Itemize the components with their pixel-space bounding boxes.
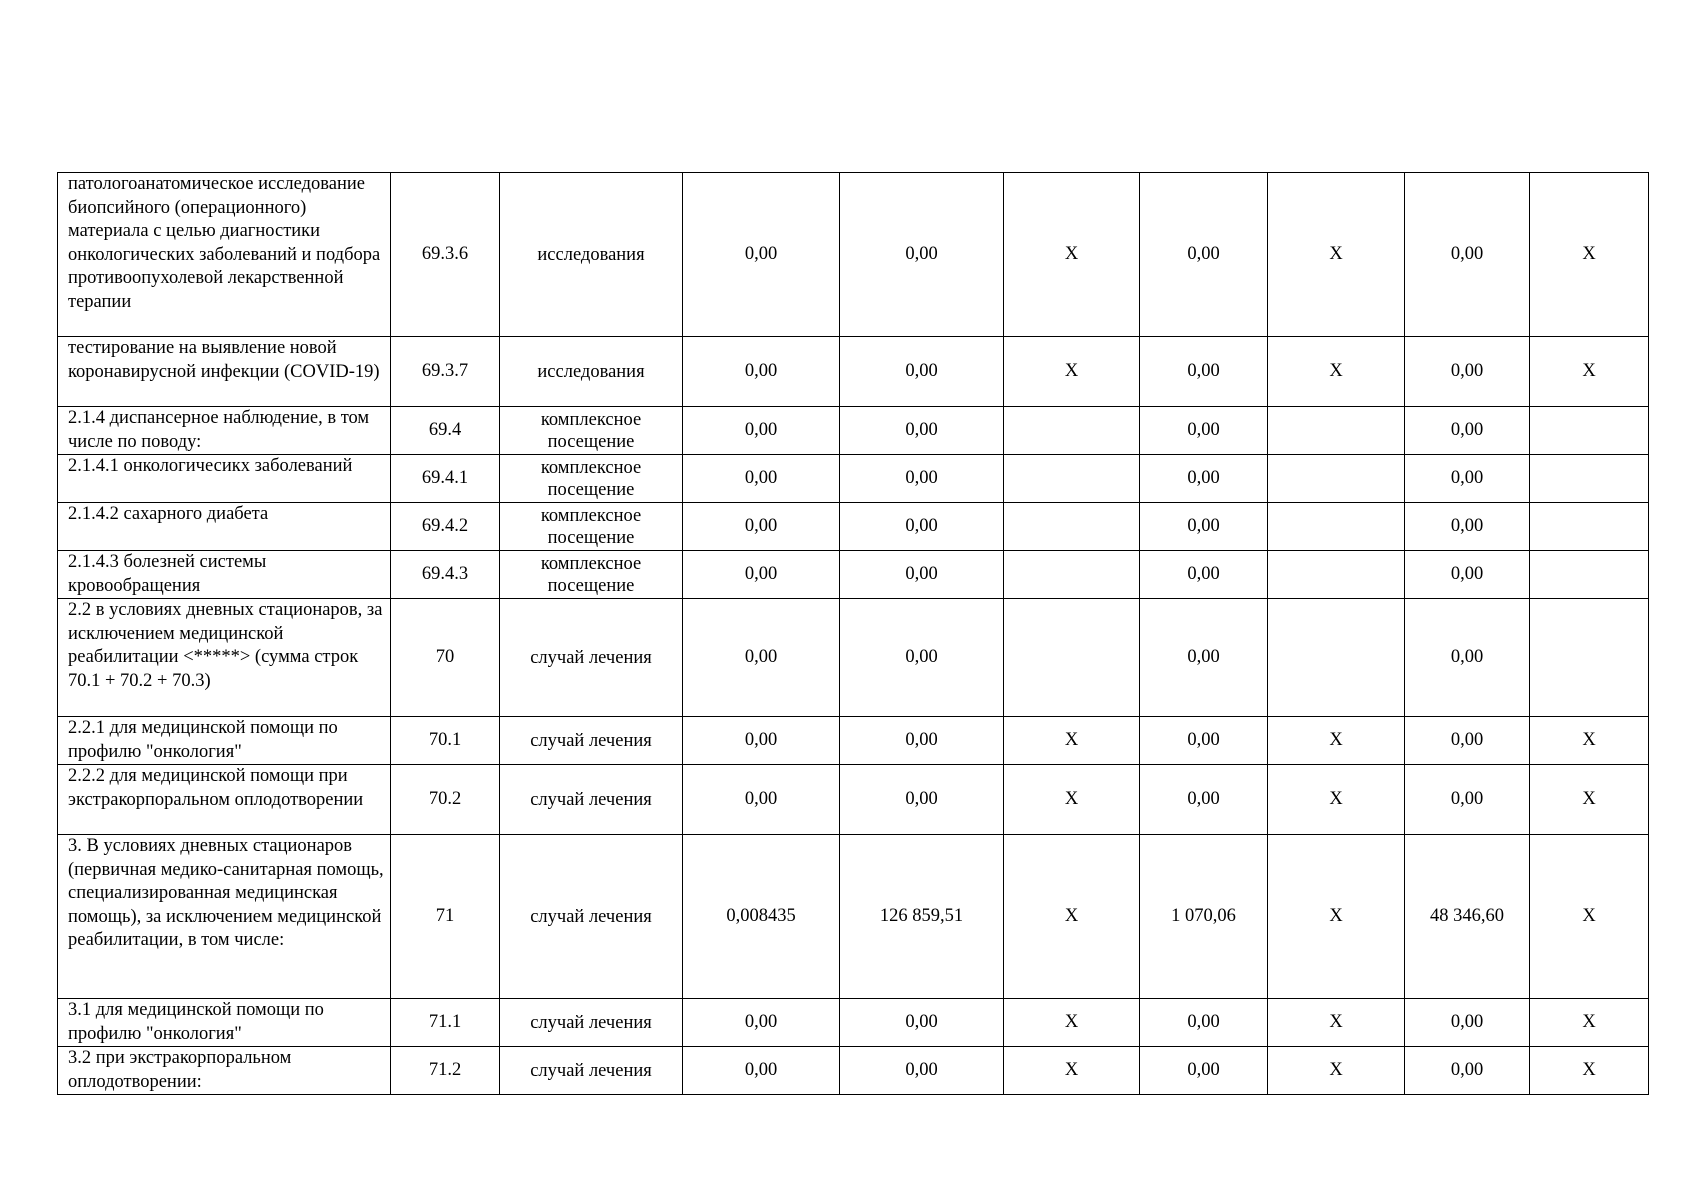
value-col4-cell: 0,00 [683, 407, 840, 455]
value-col8-cell: X [1268, 173, 1405, 337]
row-name-cell: 3.1 для медицинской помощи по профилю "онкология" [58, 999, 391, 1047]
row-code-cell: 70.1 [391, 717, 500, 765]
value-col9-cell: 0,00 [1405, 455, 1530, 503]
unit-cell: комплексное посещение [500, 407, 683, 455]
value-col8-cell: X [1268, 1047, 1405, 1095]
table-row [58, 1047, 1649, 1095]
value-col7-cell: 0,00 [1140, 765, 1268, 835]
value-col8-cell: X [1268, 337, 1405, 407]
value-col4-cell: 0,00 [683, 337, 840, 407]
value-col7-cell: 1 070,06 [1140, 835, 1268, 999]
unit-cell: случай лечения [500, 765, 683, 835]
value-col9-cell: 0,00 [1405, 717, 1530, 765]
value-col6-cell [1004, 551, 1140, 599]
row-code-cell: 69.4 [391, 407, 500, 455]
data-table [57, 172, 1649, 1095]
value-col10-cell: X [1530, 173, 1649, 337]
table-row [58, 173, 1649, 337]
value-col9-cell: 0,00 [1405, 765, 1530, 835]
value-col6-cell: X [1004, 1047, 1140, 1095]
value-col5-cell: 0,00 [840, 1047, 1004, 1095]
value-col9-cell: 48 346,60 [1405, 835, 1530, 999]
value-col8-cell [1268, 551, 1405, 599]
value-col5-cell: 0,00 [840, 999, 1004, 1047]
value-col9-cell: 0,00 [1405, 337, 1530, 407]
value-col7-cell: 0,00 [1140, 717, 1268, 765]
row-code-cell: 71.2 [391, 1047, 500, 1095]
value-col7-cell: 0,00 [1140, 503, 1268, 551]
table-row [58, 407, 1649, 455]
value-col10-cell: X [1530, 1047, 1649, 1095]
unit-cell: случай лечения [500, 717, 683, 765]
table-row [58, 765, 1649, 835]
unit-cell: исследования [500, 173, 683, 337]
row-name-cell: тестирование на выявление новой коронавирусной инфекции (COVID-19) [58, 337, 391, 407]
table-row [58, 599, 1649, 717]
row-name-cell: 3.2 при экстракорпоральном оплодотворении: [58, 1047, 391, 1095]
value-col7-cell: 0,00 [1140, 551, 1268, 599]
unit-cell: исследования [500, 337, 683, 407]
row-code-cell: 69.4.3 [391, 551, 500, 599]
unit-cell: комплексное посещение [500, 551, 683, 599]
value-col4-cell: 0,00 [683, 717, 840, 765]
value-col5-cell: 0,00 [840, 503, 1004, 551]
row-code-cell: 69.4.1 [391, 455, 500, 503]
row-code-cell: 70 [391, 599, 500, 717]
value-col6-cell: X [1004, 765, 1140, 835]
value-col7-cell: 0,00 [1140, 1047, 1268, 1095]
value-col7-cell: 0,00 [1140, 455, 1268, 503]
value-col7-cell: 0,00 [1140, 599, 1268, 717]
value-col6-cell: X [1004, 717, 1140, 765]
unit-cell: комплексное посещение [500, 503, 683, 551]
value-col10-cell [1530, 551, 1649, 599]
value-col7-cell: 0,00 [1140, 407, 1268, 455]
row-name-cell: 2.1.4 диспансерное наблюдение, в том числе по поводу: [58, 407, 391, 455]
row-code-cell: 69.4.2 [391, 503, 500, 551]
value-col10-cell: X [1530, 717, 1649, 765]
row-code-cell: 69.3.7 [391, 337, 500, 407]
value-col6-cell: X [1004, 173, 1140, 337]
value-col4-cell: 0,00 [683, 999, 840, 1047]
table-row [58, 717, 1649, 765]
value-col9-cell: 0,00 [1405, 173, 1530, 337]
table-row [58, 455, 1649, 503]
value-col4-cell: 0,00 [683, 765, 840, 835]
value-col5-cell: 0,00 [840, 599, 1004, 717]
value-col6-cell [1004, 503, 1140, 551]
table-row [58, 551, 1649, 599]
value-col4-cell: 0,00 [683, 599, 840, 717]
value-col5-cell: 0,00 [840, 173, 1004, 337]
row-code-cell: 71.1 [391, 999, 500, 1047]
value-col6-cell [1004, 455, 1140, 503]
value-col6-cell: X [1004, 835, 1140, 999]
value-col6-cell: X [1004, 337, 1140, 407]
unit-cell: случай лечения [500, 999, 683, 1047]
row-code-cell: 71 [391, 835, 500, 999]
unit-cell: случай лечения [500, 1047, 683, 1095]
table-row [58, 337, 1649, 407]
value-col8-cell [1268, 407, 1405, 455]
value-col5-cell: 0,00 [840, 551, 1004, 599]
value-col9-cell: 0,00 [1405, 599, 1530, 717]
row-name-cell: 2.1.4.3 болезней системы кровообращения [58, 551, 391, 599]
value-col5-cell: 0,00 [840, 717, 1004, 765]
value-col9-cell: 0,00 [1405, 407, 1530, 455]
value-col8-cell: X [1268, 999, 1405, 1047]
table-body [58, 173, 1649, 1095]
value-col10-cell: X [1530, 337, 1649, 407]
row-code-cell: 70.2 [391, 765, 500, 835]
value-col10-cell: X [1530, 999, 1649, 1047]
value-col8-cell: X [1268, 717, 1405, 765]
value-col7-cell: 0,00 [1140, 173, 1268, 337]
table-row [58, 503, 1649, 551]
value-col10-cell [1530, 503, 1649, 551]
unit-cell: случай лечения [500, 835, 683, 999]
value-col9-cell: 0,00 [1405, 503, 1530, 551]
value-col4-cell: 0,00 [683, 1047, 840, 1095]
value-col8-cell [1268, 599, 1405, 717]
value-col10-cell: X [1530, 765, 1649, 835]
value-col6-cell: X [1004, 999, 1140, 1047]
value-col9-cell: 0,00 [1405, 999, 1530, 1047]
row-name-cell: 3. В условиях дневных стационаров (первичная медико-санитарная помощь, специализированная медицинская помощь), за исключением медицинской реабилитации, в том числе: [58, 835, 391, 999]
value-col9-cell: 0,00 [1405, 1047, 1530, 1095]
value-col7-cell: 0,00 [1140, 999, 1268, 1047]
value-col5-cell: 0,00 [840, 337, 1004, 407]
row-name-cell: 2.2 в условиях дневных стационаров, за исключением медицинской реабилитации <*****> (сумма строк 70.1 + 70.2 + 70.3) [58, 599, 391, 717]
value-col4-cell: 0,008435 [683, 835, 840, 999]
value-col5-cell: 0,00 [840, 455, 1004, 503]
row-code-cell: 69.3.6 [391, 173, 500, 337]
value-col5-cell: 0,00 [840, 765, 1004, 835]
row-name-cell: 2.1.4.2 сахарного диабета [58, 503, 391, 551]
table-row [58, 835, 1649, 999]
unit-cell: комплексное посещение [500, 455, 683, 503]
row-name-cell: 2.2.1 для медицинской помощи по профилю "онкология" [58, 717, 391, 765]
value-col8-cell: X [1268, 835, 1405, 999]
value-col4-cell: 0,00 [683, 551, 840, 599]
value-col8-cell [1268, 503, 1405, 551]
value-col10-cell [1530, 407, 1649, 455]
row-name-cell: 2.2.2 для медицинской помощи при экстракорпоральном оплодотворении [58, 765, 391, 835]
value-col6-cell [1004, 407, 1140, 455]
value-col10-cell [1530, 455, 1649, 503]
value-col4-cell: 0,00 [683, 455, 840, 503]
value-col8-cell [1268, 455, 1405, 503]
value-col10-cell [1530, 599, 1649, 717]
value-col7-cell: 0,00 [1140, 337, 1268, 407]
value-col6-cell [1004, 599, 1140, 717]
value-col4-cell: 0,00 [683, 173, 840, 337]
value-col10-cell: X [1530, 835, 1649, 999]
row-name-cell: патологоанатомическое исследование биопсийного (операционного) материала с целью диагностики онкологических заболеваний и подбора противоопухолевой лекарственной терапии [58, 173, 391, 337]
unit-cell: случай лечения [500, 599, 683, 717]
value-col4-cell: 0,00 [683, 503, 840, 551]
value-col5-cell: 0,00 [840, 407, 1004, 455]
value-col9-cell: 0,00 [1405, 551, 1530, 599]
value-col8-cell: X [1268, 765, 1405, 835]
value-col5-cell: 126 859,51 [840, 835, 1004, 999]
table-row [58, 999, 1649, 1047]
row-name-cell: 2.1.4.1 онкологичесикх заболеваний [58, 455, 391, 503]
